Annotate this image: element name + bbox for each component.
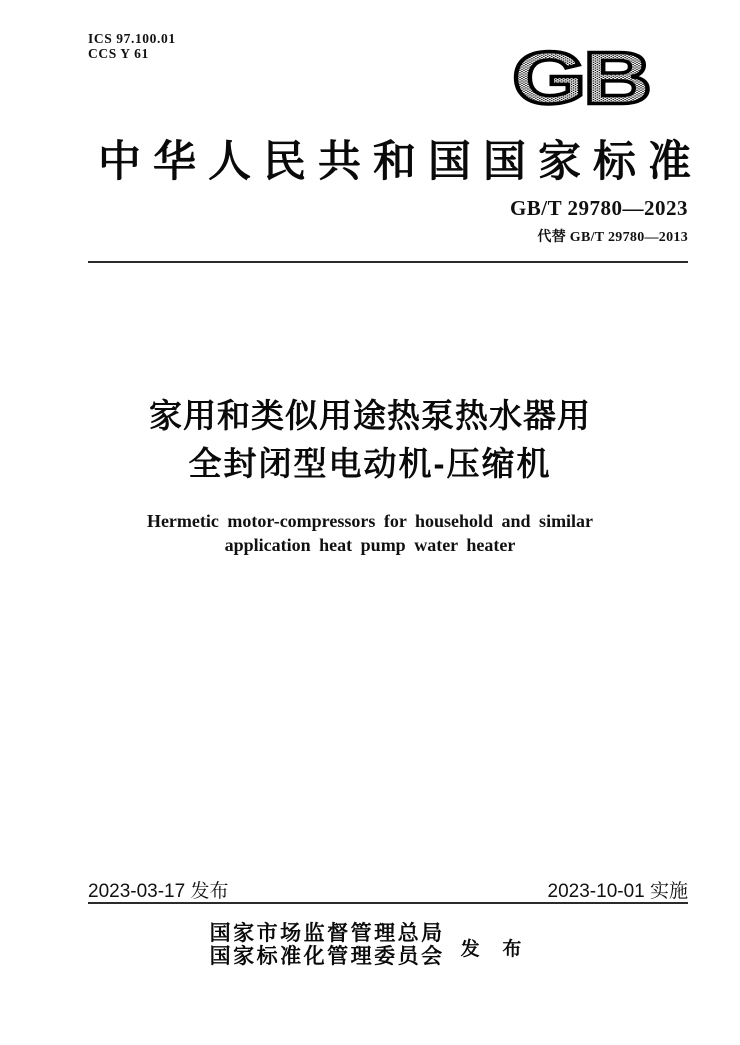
document-title-cn: [0, 394, 740, 486]
implementation-date: 2023-10-01 实施: [547, 881, 688, 902]
document-title-cn-line1: 家用和类似用途热泵热水器用: [149, 397, 591, 434]
document-title-en-line1: Hermetic motor-compressors for household and similar: [146, 511, 594, 531]
document-title-en: [0, 509, 740, 557]
top-divider: [88, 261, 688, 263]
ics-code: ICS 97.100.01: [88, 31, 176, 46]
standard-code-block: [88, 196, 688, 246]
gb-logo-text: GB: [512, 38, 649, 118]
classification-codes: [88, 31, 176, 61]
replaces-note: 代替 GB/T 29780—2013: [537, 230, 688, 245]
document-title-en-line2: application heat pump water heater: [224, 535, 516, 555]
issuing-authority-block: [0, 922, 740, 968]
national-standard-heading: 中华人民共和国国家标准: [98, 139, 703, 186]
issuing-authority-line1: 国家市场监督管理总局: [209, 921, 445, 945]
issue-date: 2023-03-17 发布: [88, 881, 229, 902]
publish-label: 发 布: [460, 938, 531, 960]
issuing-authority-line2: 国家标准化管理委员会: [209, 944, 445, 968]
date-row: [88, 876, 688, 903]
issuing-authority-names: [210, 922, 445, 968]
ccs-code: CCS Y 61: [88, 46, 149, 61]
standard-code: GB/T 29780—2023: [509, 196, 688, 220]
bottom-divider: [88, 902, 688, 904]
document-title-cn-line2: 全封闭型电动机-压缩机: [188, 445, 552, 482]
gb-logo-icon: [503, 38, 658, 118]
